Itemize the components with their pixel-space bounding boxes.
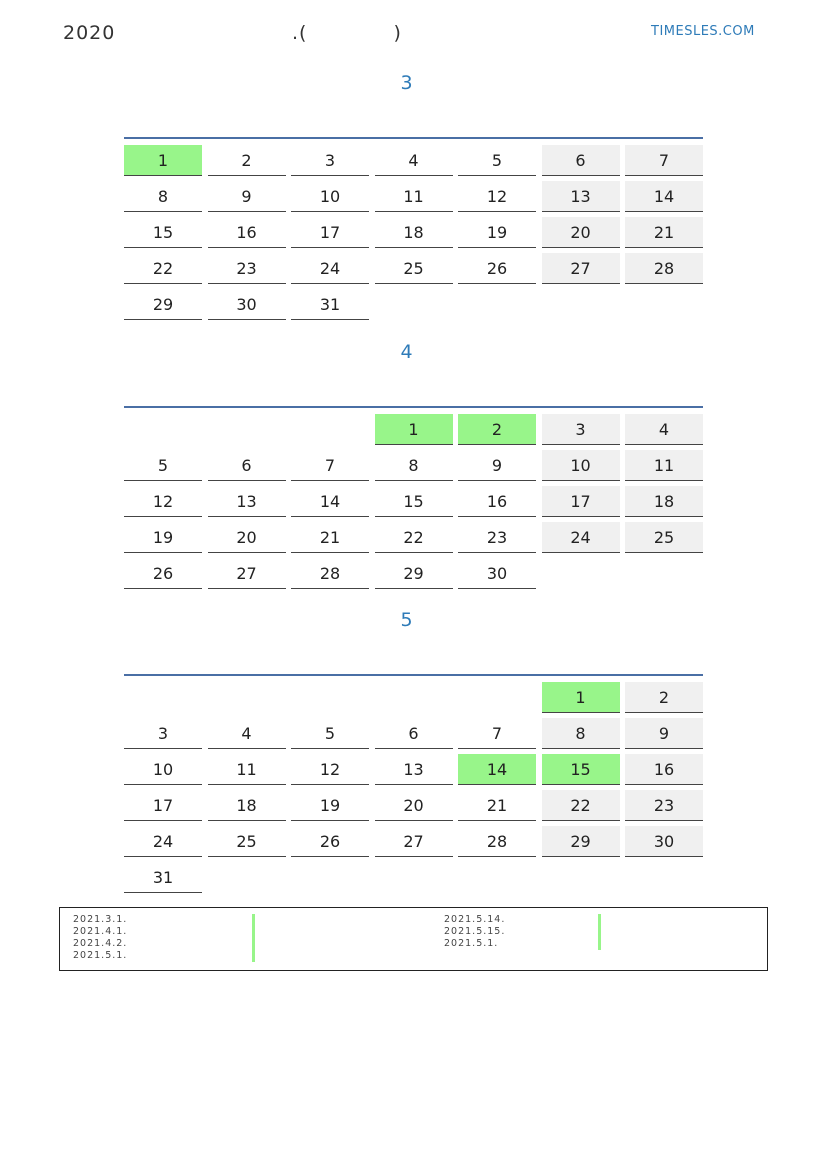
day-cell[interactable]: 15 bbox=[124, 217, 202, 248]
legend-entry: 2021.4.2. bbox=[73, 938, 128, 949]
day-cell[interactable]: 8 bbox=[124, 181, 202, 212]
day-cell[interactable]: 4 bbox=[625, 414, 703, 445]
day-cell[interactable]: 11 bbox=[625, 450, 703, 481]
day-cell[interactable]: 1 bbox=[124, 145, 202, 176]
day-cell[interactable]: 4 bbox=[208, 718, 286, 749]
month-title: 5 bbox=[400, 609, 413, 631]
day-cell[interactable]: 9 bbox=[208, 181, 286, 212]
day-cell[interactable]: 31 bbox=[291, 289, 369, 320]
day-cell[interactable]: 24 bbox=[291, 253, 369, 284]
day-cell[interactable]: 29 bbox=[375, 558, 453, 589]
month-grid bbox=[124, 406, 703, 583]
day-cell[interactable]: 14 bbox=[291, 486, 369, 517]
day-cell[interactable]: 1 bbox=[542, 682, 620, 713]
day-cell[interactable]: 3 bbox=[542, 414, 620, 445]
day-cell[interactable]: 7 bbox=[458, 718, 536, 749]
day-cell[interactable]: 27 bbox=[208, 558, 286, 589]
day-cell[interactable]: 26 bbox=[291, 826, 369, 857]
day-cell[interactable]: 1 bbox=[375, 414, 453, 445]
day-cell[interactable]: 11 bbox=[208, 754, 286, 785]
day-cell[interactable]: 28 bbox=[291, 558, 369, 589]
month-title: 4 bbox=[400, 341, 413, 363]
day-cell[interactable]: 28 bbox=[625, 253, 703, 284]
legend-left-column bbox=[73, 914, 127, 962]
day-cell[interactable]: 8 bbox=[375, 450, 453, 481]
day-cell[interactable]: 29 bbox=[124, 289, 202, 320]
header-year: 2020 bbox=[63, 22, 116, 44]
day-cell[interactable]: 16 bbox=[458, 486, 536, 517]
legend-entry: 2021.5.1. bbox=[73, 950, 128, 961]
legend-left-marker bbox=[252, 914, 255, 962]
header-mid-left: .( bbox=[292, 22, 308, 44]
day-cell[interactable]: 25 bbox=[625, 522, 703, 553]
day-cell[interactable]: 7 bbox=[625, 145, 703, 176]
legend-right-marker bbox=[598, 914, 601, 950]
legend-entry: 2021.5.1. bbox=[444, 938, 499, 949]
day-cell[interactable]: 30 bbox=[208, 289, 286, 320]
day-cell[interactable]: 9 bbox=[625, 718, 703, 749]
day-cell[interactable]: 27 bbox=[542, 253, 620, 284]
day-cell[interactable]: 22 bbox=[124, 253, 202, 284]
day-cell[interactable]: 12 bbox=[124, 486, 202, 517]
day-cell[interactable]: 14 bbox=[625, 181, 703, 212]
day-cell[interactable]: 18 bbox=[625, 486, 703, 517]
month-title: 3 bbox=[400, 72, 413, 94]
day-cell[interactable]: 8 bbox=[542, 718, 620, 749]
day-cell[interactable]: 30 bbox=[458, 558, 536, 589]
day-cell[interactable]: 12 bbox=[458, 181, 536, 212]
legend-entry: 2021.5.15. bbox=[444, 926, 506, 937]
day-cell[interactable]: 16 bbox=[625, 754, 703, 785]
day-cell[interactable]: 22 bbox=[375, 522, 453, 553]
day-cell[interactable]: 13 bbox=[375, 754, 453, 785]
day-cell[interactable]: 5 bbox=[291, 718, 369, 749]
legend-box bbox=[59, 907, 768, 971]
day-cell[interactable]: 31 bbox=[124, 862, 202, 893]
day-cell[interactable]: 15 bbox=[542, 754, 620, 785]
day-cell[interactable]: 20 bbox=[208, 522, 286, 553]
day-cell[interactable]: 23 bbox=[208, 253, 286, 284]
day-cell[interactable]: 5 bbox=[124, 450, 202, 481]
day-cell[interactable]: 5 bbox=[458, 145, 536, 176]
day-cell[interactable]: 11 bbox=[375, 181, 453, 212]
day-cell[interactable]: 30 bbox=[625, 826, 703, 857]
day-cell[interactable]: 16 bbox=[208, 217, 286, 248]
day-cell[interactable]: 6 bbox=[208, 450, 286, 481]
day-cell[interactable]: 12 bbox=[291, 754, 369, 785]
day-cell[interactable]: 22 bbox=[542, 790, 620, 821]
day-cell[interactable]: 17 bbox=[291, 217, 369, 248]
day-cell[interactable]: 2 bbox=[458, 414, 536, 445]
day-cell[interactable]: 24 bbox=[124, 826, 202, 857]
legend-entry: 2021.3.1. bbox=[73, 914, 128, 925]
day-cell[interactable]: 21 bbox=[625, 217, 703, 248]
day-cell[interactable]: 19 bbox=[458, 217, 536, 248]
day-cell[interactable]: 13 bbox=[208, 486, 286, 517]
day-cell[interactable]: 24 bbox=[542, 522, 620, 553]
day-cell[interactable]: 9 bbox=[458, 450, 536, 481]
day-cell[interactable]: 3 bbox=[291, 145, 369, 176]
day-cell[interactable]: 23 bbox=[458, 522, 536, 553]
day-cell[interactable]: 17 bbox=[542, 486, 620, 517]
legend-right-column bbox=[444, 914, 505, 950]
day-cell[interactable]: 6 bbox=[375, 718, 453, 749]
header-mid-right: ) bbox=[393, 22, 402, 44]
day-cell[interactable]: 26 bbox=[124, 558, 202, 589]
legend-entry: 2021.5.14. bbox=[444, 914, 506, 925]
day-cell[interactable]: 19 bbox=[291, 790, 369, 821]
day-cell[interactable]: 26 bbox=[458, 253, 536, 284]
brand-link[interactable]: TIMESLES.COM bbox=[651, 24, 755, 39]
day-cell[interactable]: 20 bbox=[375, 790, 453, 821]
day-cell[interactable]: 18 bbox=[375, 217, 453, 248]
day-cell[interactable]: 25 bbox=[375, 253, 453, 284]
header-title bbox=[292, 22, 402, 44]
day-cell[interactable]: 14 bbox=[458, 754, 536, 785]
day-cell[interactable]: 29 bbox=[542, 826, 620, 857]
day-cell[interactable]: 2 bbox=[625, 682, 703, 713]
day-cell[interactable]: 10 bbox=[124, 754, 202, 785]
day-cell[interactable]: 3 bbox=[124, 718, 202, 749]
month-grid bbox=[124, 137, 703, 314]
day-cell[interactable]: 17 bbox=[124, 790, 202, 821]
day-cell[interactable]: 10 bbox=[291, 181, 369, 212]
day-cell[interactable]: 25 bbox=[208, 826, 286, 857]
day-cell[interactable]: 21 bbox=[458, 790, 536, 821]
legend-entry: 2021.4.1. bbox=[73, 926, 128, 937]
day-cell[interactable]: 20 bbox=[542, 217, 620, 248]
day-cell[interactable]: 4 bbox=[375, 145, 453, 176]
day-cell[interactable]: 13 bbox=[542, 181, 620, 212]
day-cell[interactable]: 23 bbox=[625, 790, 703, 821]
day-cell[interactable]: 2 bbox=[208, 145, 286, 176]
day-cell[interactable]: 18 bbox=[208, 790, 286, 821]
month-grid bbox=[124, 674, 703, 887]
day-cell[interactable]: 7 bbox=[291, 450, 369, 481]
day-cell[interactable]: 15 bbox=[375, 486, 453, 517]
day-cell[interactable]: 6 bbox=[542, 145, 620, 176]
day-cell[interactable]: 21 bbox=[291, 522, 369, 553]
day-cell[interactable]: 19 bbox=[124, 522, 202, 553]
day-cell[interactable]: 10 bbox=[542, 450, 620, 481]
day-cell[interactable]: 27 bbox=[375, 826, 453, 857]
day-cell[interactable]: 28 bbox=[458, 826, 536, 857]
